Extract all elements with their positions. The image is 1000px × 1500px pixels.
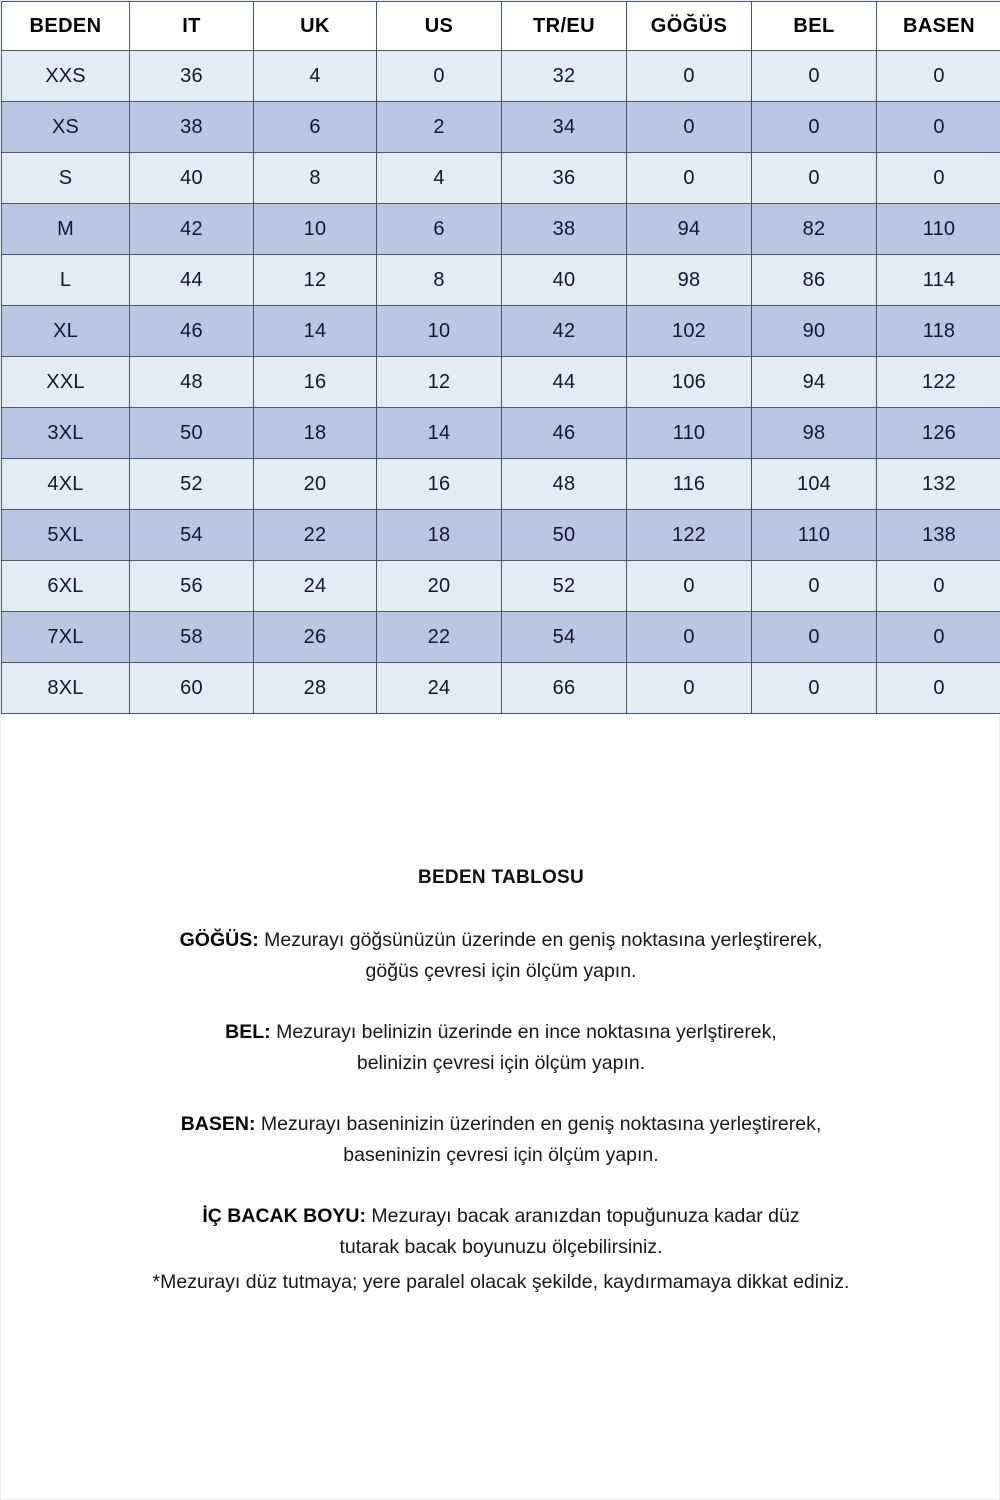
table-header-row [2, 2, 1000, 51]
size-label-cell: 8XL [2, 663, 130, 714]
size-value-cell: 40 [130, 153, 254, 204]
size-value-cell: 16 [254, 357, 377, 408]
size-value-cell: 12 [254, 255, 377, 306]
note-ic-bacak-line2: tutarak bacak boyunuzu ölçebilirsiniz. [339, 1236, 663, 1258]
size-value-cell: 20 [377, 561, 502, 612]
size-value-cell: 38 [502, 204, 627, 255]
size-label-cell: 3XL [2, 408, 130, 459]
size-value-cell: 16 [377, 459, 502, 510]
table-row [2, 459, 1000, 510]
note-gogus-line2: göğüs çevresi için ölçüm yapın. [365, 960, 637, 982]
size-value-cell: 102 [627, 306, 752, 357]
column-header-it: IT [130, 2, 254, 51]
size-value-cell: 0 [877, 153, 1000, 204]
size-value-cell: 126 [877, 408, 1000, 459]
size-value-cell: 46 [502, 408, 627, 459]
size-value-cell: 54 [130, 510, 254, 561]
note-basen-line2: baseninizin çevresi için ölçüm yapın. [343, 1144, 659, 1166]
size-value-cell: 110 [752, 510, 877, 561]
size-value-cell: 4 [377, 153, 502, 204]
table-row [2, 51, 1000, 102]
size-value-cell: 0 [752, 612, 877, 663]
size-value-cell: 0 [877, 612, 1000, 663]
size-value-cell: 54 [502, 612, 627, 663]
size-value-cell: 0 [627, 153, 752, 204]
column-header-basen: BASEN [877, 2, 1000, 51]
size-value-cell: 38 [130, 102, 254, 153]
size-value-cell: 36 [502, 153, 627, 204]
size-value-cell: 0 [627, 102, 752, 153]
size-label-cell: XXS [2, 51, 130, 102]
column-header-uk: UK [254, 2, 377, 51]
size-value-cell: 28 [254, 663, 377, 714]
size-value-cell: 0 [752, 102, 877, 153]
size-value-cell: 22 [377, 612, 502, 663]
size-label-cell: L [2, 255, 130, 306]
size-value-cell: 138 [877, 510, 1000, 561]
size-value-cell: 36 [130, 51, 254, 102]
note-bel [71, 1017, 931, 1079]
size-value-cell: 48 [502, 459, 627, 510]
notes-title: BEDEN TABLOSU [417, 867, 585, 888]
table-body [2, 51, 1000, 714]
size-label-cell: XL [2, 306, 130, 357]
size-value-cell: 114 [877, 255, 1000, 306]
size-value-cell: 40 [502, 255, 627, 306]
size-value-cell: 6 [254, 102, 377, 153]
size-value-cell: 22 [254, 510, 377, 561]
size-value-cell: 10 [377, 306, 502, 357]
size-value-cell: 0 [752, 51, 877, 102]
size-label-cell: M [2, 204, 130, 255]
size-value-cell: 18 [377, 510, 502, 561]
note-bel-label: BEL: [225, 1021, 271, 1043]
size-value-cell: 2 [377, 102, 502, 153]
note-gogus [71, 925, 931, 987]
size-value-cell: 32 [502, 51, 627, 102]
size-label-cell: 6XL [2, 561, 130, 612]
size-value-cell: 52 [502, 561, 627, 612]
size-value-cell: 94 [627, 204, 752, 255]
table-row [2, 510, 1000, 561]
size-label-cell: XXL [2, 357, 130, 408]
size-value-cell: 116 [627, 459, 752, 510]
column-header-tr-eu: TR/EU [502, 2, 627, 51]
size-value-cell: 44 [130, 255, 254, 306]
table-row [2, 561, 1000, 612]
size-value-cell: 44 [502, 357, 627, 408]
size-value-cell: 66 [502, 663, 627, 714]
size-value-cell: 104 [752, 459, 877, 510]
size-value-cell: 110 [877, 204, 1000, 255]
note-ic-bacak-boyu [71, 1201, 931, 1263]
size-label-cell: S [2, 153, 130, 204]
size-label-cell: XS [2, 102, 130, 153]
size-value-cell: 4 [254, 51, 377, 102]
size-value-cell: 118 [877, 306, 1000, 357]
size-label-cell: 5XL [2, 510, 130, 561]
size-value-cell: 122 [627, 510, 752, 561]
size-value-cell: 58 [130, 612, 254, 663]
column-header-bel: BEL [752, 2, 877, 51]
size-value-cell: 46 [130, 306, 254, 357]
size-value-cell: 90 [752, 306, 877, 357]
size-value-cell: 42 [502, 306, 627, 357]
size-value-cell: 24 [377, 663, 502, 714]
note-ic-bacak-line1: Mezurayı bacak aranızdan topuğunuza kadar düz [371, 1205, 800, 1227]
size-value-cell: 0 [377, 51, 502, 102]
table-row [2, 153, 1000, 204]
table-row [2, 612, 1000, 663]
size-value-cell: 60 [130, 663, 254, 714]
note-footnote: *Mezurayı düz tutmaya; yere paralel olacak şekilde, kaydırmamaya dikkat ediniz. [152, 1271, 850, 1293]
column-header-us: US [377, 2, 502, 51]
size-value-cell: 48 [130, 357, 254, 408]
size-value-cell: 0 [752, 561, 877, 612]
size-value-cell: 0 [627, 561, 752, 612]
size-value-cell: 18 [254, 408, 377, 459]
size-value-cell: 0 [627, 612, 752, 663]
size-value-cell: 110 [627, 408, 752, 459]
table-row [2, 102, 1000, 153]
measurement-notes [1, 867, 1000, 1298]
note-ic-bacak-label: İÇ BACAK BOYU: [202, 1205, 366, 1227]
note-bel-line2: belinizin çevresi için ölçüm yapın. [356, 1052, 646, 1074]
size-value-cell: 8 [254, 153, 377, 204]
table-row [2, 306, 1000, 357]
size-label-cell: 4XL [2, 459, 130, 510]
size-value-cell: 14 [254, 306, 377, 357]
note-gogus-label: GÖĞÜS: [179, 929, 259, 951]
size-value-cell: 56 [130, 561, 254, 612]
size-value-cell: 6 [377, 204, 502, 255]
size-chart-table [1, 1, 1000, 714]
column-header-beden: BEDEN [2, 2, 130, 51]
table-header [2, 2, 1000, 51]
size-value-cell: 0 [752, 153, 877, 204]
size-value-cell: 26 [254, 612, 377, 663]
size-value-cell: 14 [377, 408, 502, 459]
table-row [2, 408, 1000, 459]
size-value-cell: 52 [130, 459, 254, 510]
size-value-cell: 122 [877, 357, 1000, 408]
size-value-cell: 42 [130, 204, 254, 255]
size-value-cell: 10 [254, 204, 377, 255]
size-value-cell: 50 [130, 408, 254, 459]
column-header-g-s: GÖĞÜS [627, 2, 752, 51]
size-value-cell: 98 [627, 255, 752, 306]
size-value-cell: 106 [627, 357, 752, 408]
size-value-cell: 0 [877, 102, 1000, 153]
table-row [2, 255, 1000, 306]
size-value-cell: 12 [377, 357, 502, 408]
size-value-cell: 0 [877, 561, 1000, 612]
size-value-cell: 0 [752, 663, 877, 714]
size-value-cell: 34 [502, 102, 627, 153]
table-row [2, 204, 1000, 255]
size-value-cell: 20 [254, 459, 377, 510]
size-value-cell: 24 [254, 561, 377, 612]
size-value-cell: 82 [752, 204, 877, 255]
size-label-cell: 7XL [2, 612, 130, 663]
table-row [2, 357, 1000, 408]
size-value-cell: 98 [752, 408, 877, 459]
note-bel-line1: Mezurayı belinizin üzerinde en ince noktasına yerlştirerek, [276, 1021, 777, 1043]
size-value-cell: 0 [627, 663, 752, 714]
size-value-cell: 0 [877, 663, 1000, 714]
size-value-cell: 8 [377, 255, 502, 306]
note-gogus-line1: Mezurayı göğsünüzün üzerinde en geniş noktasına yerleştirerek, [264, 929, 823, 951]
size-value-cell: 50 [502, 510, 627, 561]
note-basen-line1: Mezurayı baseninizin üzerinden en geniş noktasına yerleştirerek, [260, 1113, 822, 1135]
note-basen-label: BASEN: [180, 1113, 256, 1135]
size-value-cell: 94 [752, 357, 877, 408]
table-row [2, 663, 1000, 714]
size-value-cell: 0 [627, 51, 752, 102]
note-basen [71, 1109, 931, 1171]
size-value-cell: 0 [877, 51, 1000, 102]
size-value-cell: 86 [752, 255, 877, 306]
size-value-cell: 132 [877, 459, 1000, 510]
